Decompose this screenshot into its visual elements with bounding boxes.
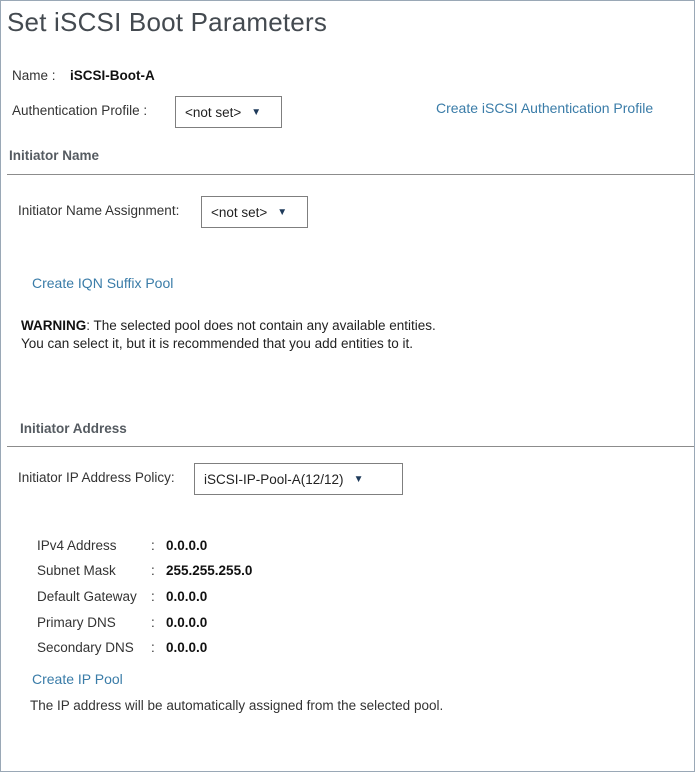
ipv4-address-label: IPv4 Address <box>37 538 117 553</box>
default-gateway-value: 0.0.0.0 <box>166 589 208 604</box>
warning-prefix: WARNING <box>21 318 87 333</box>
chevron-down-icon: ▼ <box>277 206 288 218</box>
secondary-dns-row <box>37 640 207 655</box>
initiator-name-assignment-select[interactable] <box>201 196 308 228</box>
chevron-down-icon: ▼ <box>251 106 262 118</box>
initiator-address-divider <box>7 446 694 447</box>
primary-dns-value: 0.0.0.0 <box>166 615 208 630</box>
initiator-name-assignment-label: Initiator Name Assignment: <box>18 203 180 218</box>
primary-dns-row <box>37 615 207 630</box>
dialog-title: Set iSCSI Boot Parameters <box>7 7 328 37</box>
ip-address-policy-select[interactable] <box>194 463 403 495</box>
subnet-mask-row <box>37 563 252 578</box>
secondary-dns-value: 0.0.0.0 <box>166 640 208 655</box>
warning-message <box>21 317 436 353</box>
row-separator: : <box>151 538 155 553</box>
name-value: iSCSI-Boot-A <box>70 68 155 83</box>
warning-line-2: You can select it, but it is recommended that you add entities to it. <box>21 336 413 351</box>
warning-line-1 <box>21 317 436 335</box>
default-gateway-row <box>37 589 207 604</box>
secondary-dns-label: Secondary DNS <box>37 640 134 655</box>
name-label: Name : <box>12 68 56 83</box>
ip-assignment-note: The IP address will be automatically assigned from the selected pool. <box>30 698 444 713</box>
auth-profile-selected-value: <not set> <box>185 104 242 120</box>
warning-text-1: : The selected pool does not contain any available entities. <box>86 318 436 333</box>
create-iqn-suffix-pool-link[interactable]: Create IQN Suffix Pool <box>32 275 174 291</box>
ipv4-address-row <box>37 538 207 553</box>
auth-profile-label: Authentication Profile : <box>12 103 148 118</box>
ip-address-policy-label: Initiator IP Address Policy: <box>18 470 175 485</box>
row-separator: : <box>151 589 155 604</box>
initiator-name-divider <box>7 174 694 175</box>
ipv4-address-value: 0.0.0.0 <box>166 538 208 553</box>
row-separator: : <box>151 615 155 630</box>
row-separator: : <box>151 640 155 655</box>
create-ip-pool-link[interactable]: Create IP Pool <box>32 671 123 687</box>
initiator-address-section-title: Initiator Address <box>20 421 127 436</box>
chevron-down-icon: ▼ <box>353 473 364 485</box>
create-auth-profile-link[interactable]: Create iSCSI Authentication Profile <box>436 100 654 116</box>
subnet-mask-value: 255.255.255.0 <box>166 563 253 578</box>
ip-address-policy-selected-value: iSCSI-IP-Pool-A(12/12) <box>204 471 344 487</box>
subnet-mask-label: Subnet Mask <box>37 563 116 578</box>
auth-profile-select[interactable] <box>175 96 282 128</box>
default-gateway-label: Default Gateway <box>37 589 137 604</box>
primary-dns-label: Primary DNS <box>37 615 116 630</box>
initiator-name-section-title: Initiator Name <box>9 148 100 163</box>
row-separator: : <box>151 563 155 578</box>
initiator-name-assignment-selected-value: <not set> <box>211 204 268 220</box>
